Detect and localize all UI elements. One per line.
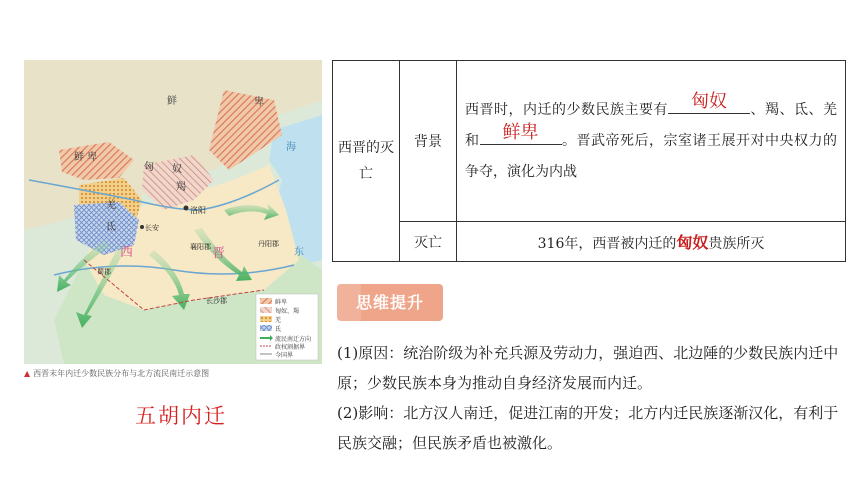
label-changsha: 长沙郡 xyxy=(206,297,227,305)
label-dong: 东 xyxy=(294,247,304,258)
legend-migration: 流民南迁方向 xyxy=(275,336,312,343)
legend-swatch-xiongnu xyxy=(260,307,272,313)
background-text xyxy=(457,61,846,222)
impact-paragraph: (2)影响：北方汉人南迁，促进江南的开发；北方内迁民族逐渐汉化，有利于民族交融；但民族矛盾也被激化。 xyxy=(337,404,839,452)
legend-border: 政权割据界 xyxy=(275,344,306,351)
map-svg xyxy=(24,60,322,364)
historical-map xyxy=(24,60,322,364)
fall-answer: 匈奴 xyxy=(676,233,709,252)
label-shujun: 蜀郡 xyxy=(97,268,111,276)
legend-di: 氐 xyxy=(275,326,282,333)
label-xianbei-n: 鲜 xyxy=(167,96,177,107)
reason-paragraph: (1)原因：统治阶级为补充兵源及劳动力，强迫西、北边陲的少数民族内迁中原；少数民族本身为推动自身经济发展而内迁。 xyxy=(337,344,839,392)
fall-text-b: 贵族所灭 xyxy=(708,236,765,252)
caption-marker: ▲ xyxy=(24,369,31,378)
label-danyang: 丹阳郡 xyxy=(258,240,279,248)
info-table xyxy=(332,60,846,262)
answer-1: 匈奴 xyxy=(691,90,727,112)
answer-2: 鲜卑 xyxy=(502,121,539,143)
legend-xiongnu: 匈奴、羯 xyxy=(275,308,300,315)
legend-swatch-di xyxy=(260,325,272,331)
blank-1 xyxy=(668,90,750,114)
blank-2 xyxy=(480,121,562,145)
label-di: 氐 xyxy=(106,222,116,233)
label-xiangyang: 襄阳郡 xyxy=(190,243,211,251)
label-xianbei-ne: 卑 xyxy=(254,97,264,108)
legend-swatch-qiang xyxy=(260,316,272,322)
event-cell: 西晋的灭亡 xyxy=(333,61,400,262)
table-row xyxy=(333,222,846,262)
label-nu: 奴 xyxy=(172,164,182,175)
label-jin: 晋 xyxy=(212,246,226,261)
label-changan: 长安 xyxy=(145,224,159,232)
legend-modern: 今国界 xyxy=(275,352,294,359)
label-xiong: 匈 xyxy=(144,162,154,173)
map-legend xyxy=(256,294,318,360)
map-caption xyxy=(24,368,324,379)
label-hai: 海 xyxy=(286,142,296,153)
bg-text-a: 西晋时，内迁的少数民族主要有 xyxy=(465,101,668,118)
fall-text xyxy=(457,222,846,262)
section-title: 五胡内迁 xyxy=(135,404,227,428)
label-luoyang: 洛阳 xyxy=(190,206,206,215)
legend-qiang: 羌 xyxy=(275,317,282,324)
label-xianbei-w: 鲜 卑 xyxy=(74,152,98,163)
caption-text: 西晋末年内迁少数民族分布与北方流民南迁示意图 xyxy=(33,369,210,378)
city-dot-luoyang xyxy=(184,206,189,211)
table-row xyxy=(333,61,846,222)
bg-text-b: 、羯、氐、羌和 xyxy=(465,101,837,149)
city-dot-changan xyxy=(140,225,144,229)
legend-xianbei: 鲜卑 xyxy=(275,299,288,306)
label-jie: 羯 xyxy=(176,182,186,193)
fall-text-a: 316年，西晋被内迁的 xyxy=(537,236,677,252)
background-label: 背景 xyxy=(400,61,457,222)
label-qiang: 羌 xyxy=(106,200,116,211)
fall-label: 灭亡 xyxy=(400,222,457,262)
label-xi: 西 xyxy=(120,245,134,260)
bg-text-c: 。晋武帝死后，宗室诸王展开对中央权力的争夺，演化为内战 xyxy=(465,132,837,180)
thinking-badge: 思维提升 xyxy=(337,284,443,321)
legend-swatch-xianbei xyxy=(260,298,272,304)
